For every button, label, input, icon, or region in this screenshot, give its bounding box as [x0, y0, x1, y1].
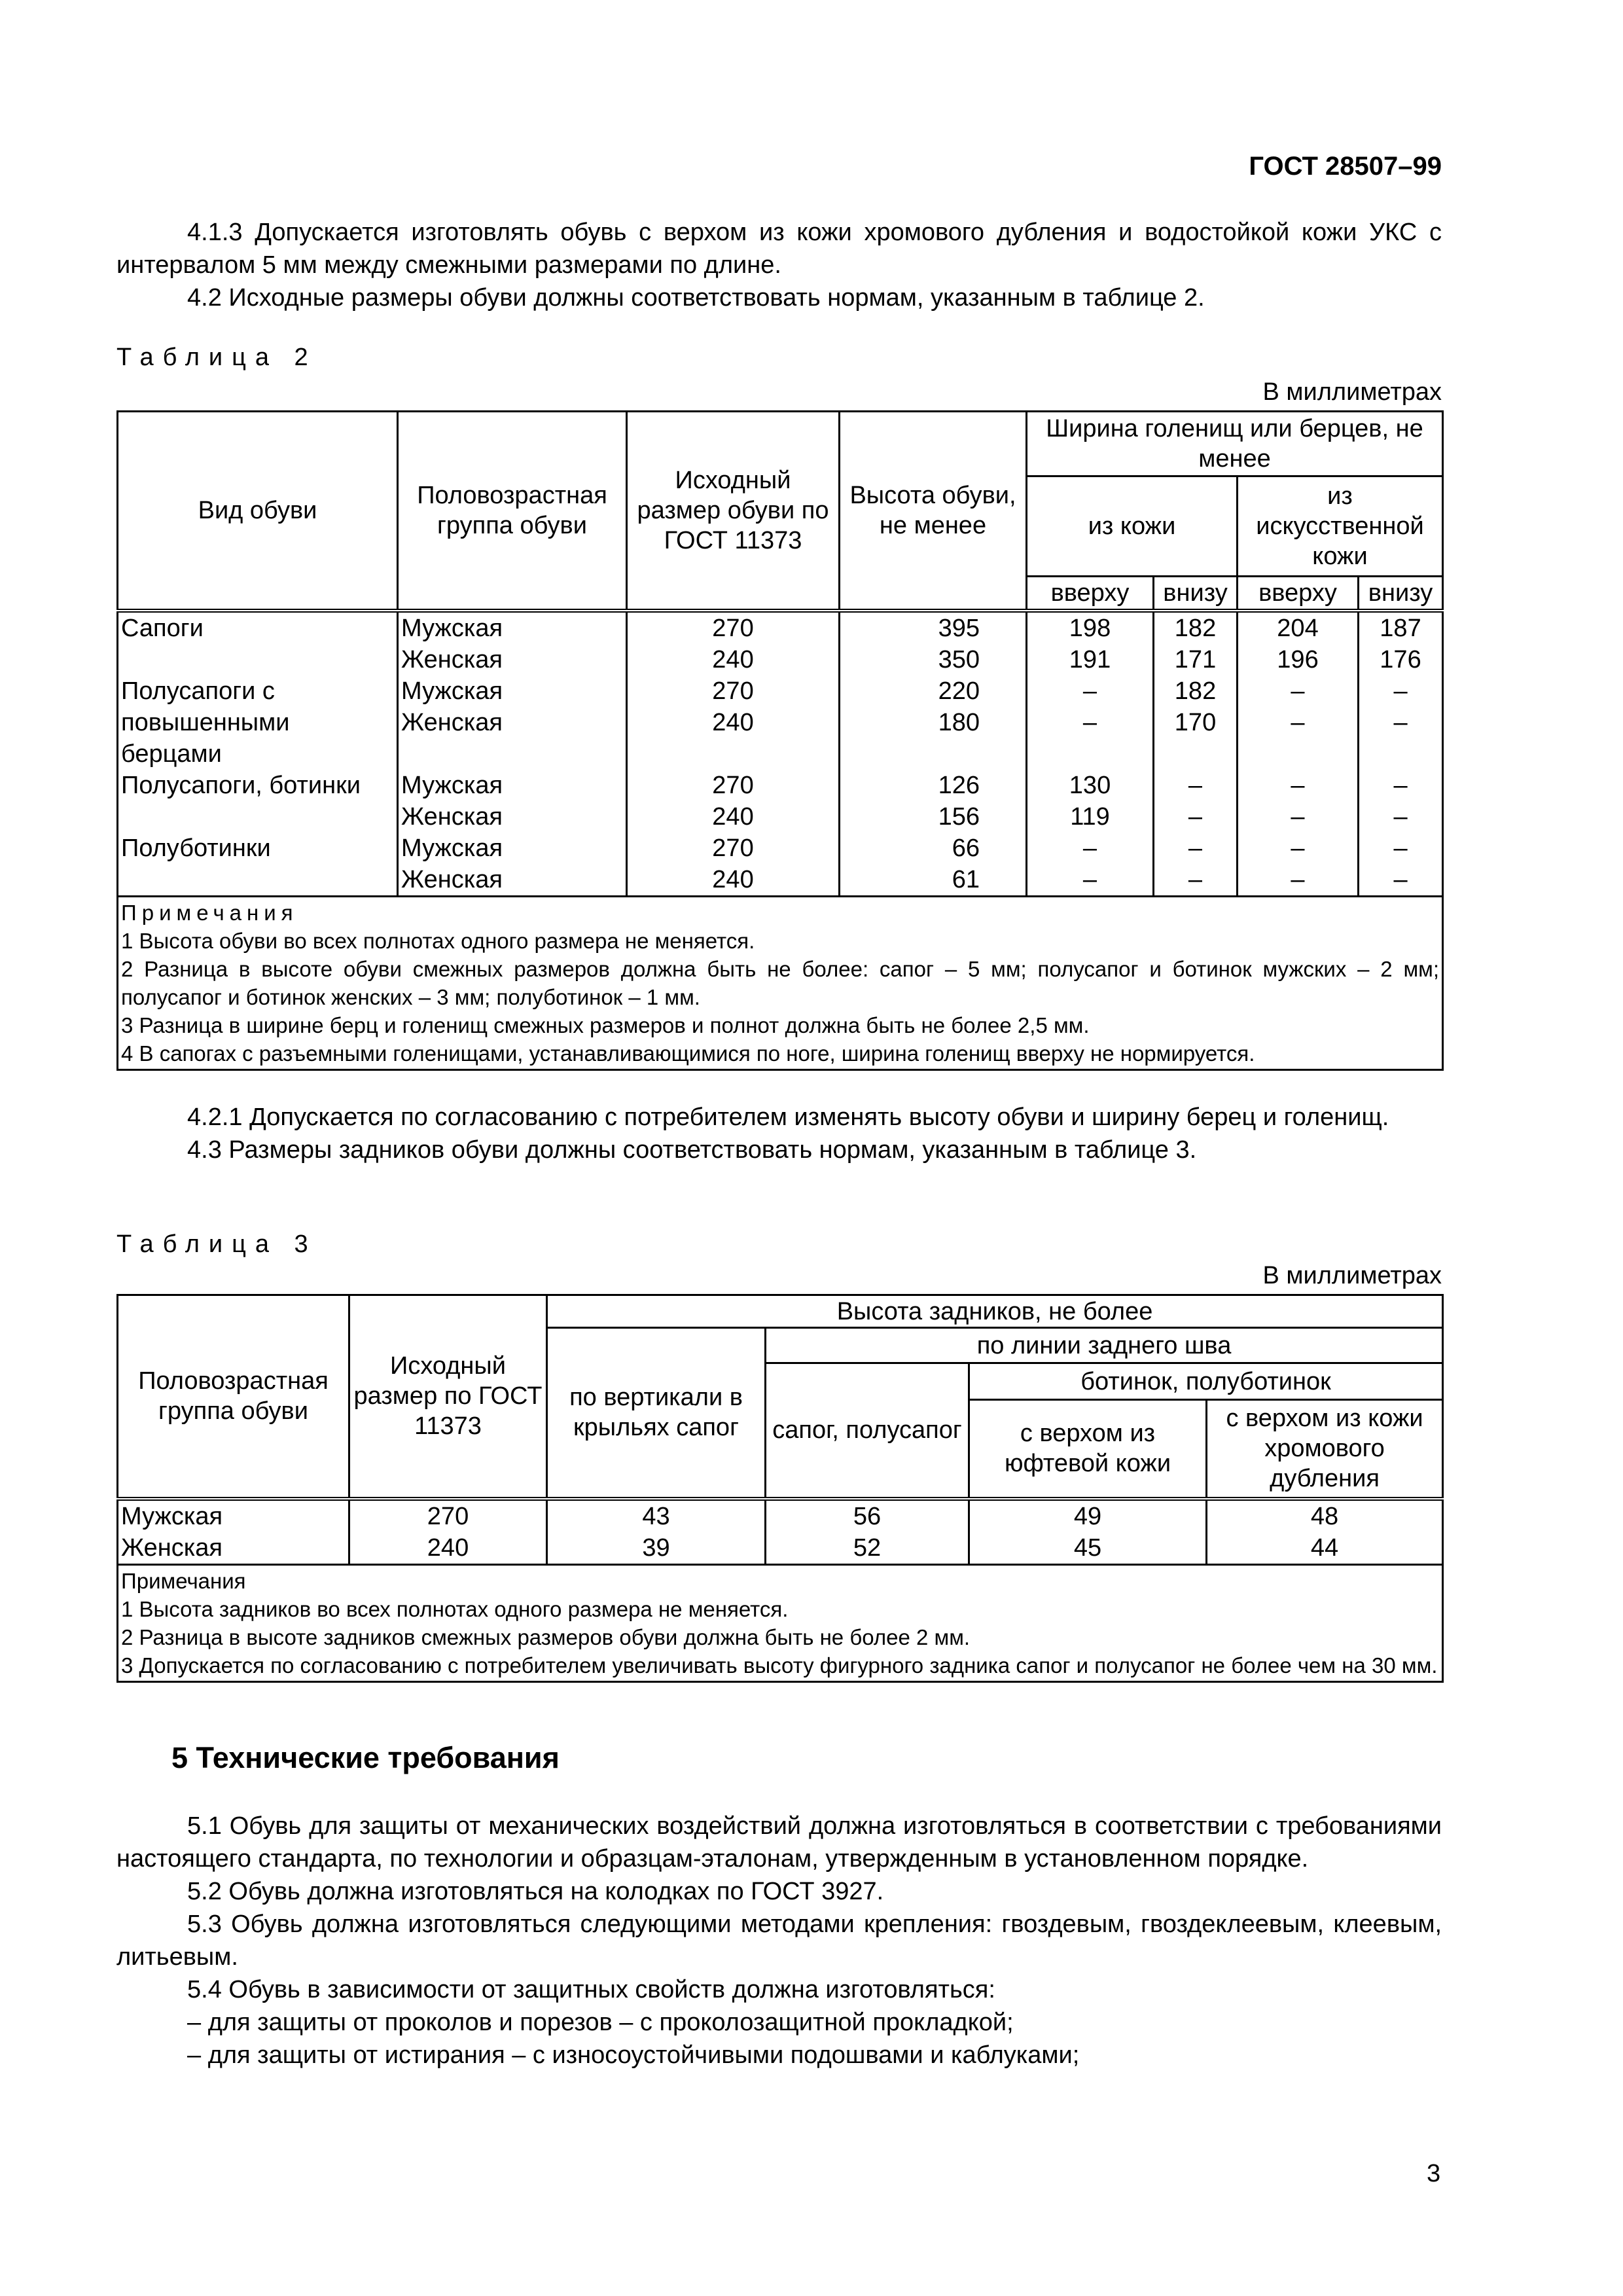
table2-unit: В миллиметрах — [1262, 378, 1442, 406]
cell-group: Мужская — [398, 675, 627, 707]
cell-height: 395 — [840, 611, 1027, 644]
cell-height: 350 — [840, 644, 1027, 675]
table-3 — [116, 1294, 1444, 1683]
table2-notes — [118, 896, 1443, 1069]
table-row — [118, 770, 1443, 801]
paragraph-5-1: 5.1 Обувь для защиты от механических воздействий должна изготовляться в соответствии с требованиями настоящего стандарта, по технологии и образцам-эталонам, утвержденным в установленном порядке. — [116, 1812, 1442, 1873]
cell-l-top: – — [1027, 833, 1154, 864]
cell-group: Мужская — [398, 611, 627, 644]
cell-height: 61 — [840, 864, 1027, 897]
note: 3 Допускается по согласованию с потребителем увеличивать высоту фигурного задника сапог и полусапог не более чем на 30 мм. — [121, 1653, 1438, 1677]
note: 2 Разница в высоте задников смежных размеров обуви должна быть не более 2 мм. — [121, 1624, 971, 1649]
cell-size: 240 — [627, 707, 840, 738]
cell-size: 270 — [627, 675, 840, 707]
cell-boots: 56 — [766, 1499, 969, 1532]
cell-boots: 52 — [766, 1532, 969, 1565]
header-vertical: по вертикали в крыльях сапог — [547, 1328, 766, 1499]
list-item: – для защиты от истирания – с износоустойчивыми подошвами и каблуками; — [187, 2041, 1080, 2069]
paragraph-4-2-1: 4.2.1 Допускается по согласованию с потребителем изменять высоту обуви и ширину берец и голенищ. — [187, 1103, 1389, 1131]
list-item: – для защиты от проколов и порезов – с проколозащитной прокладкой; — [187, 2009, 1014, 2036]
cell-l-bot: – — [1154, 770, 1238, 801]
header-artificial-bottom: внизу — [1359, 577, 1443, 611]
table-row — [118, 675, 1443, 707]
cell-group: Мужская — [398, 770, 627, 801]
header-height: Высота задников, не более — [547, 1295, 1443, 1328]
cell-a-top: – — [1238, 707, 1359, 738]
header-boots: сапог, полусапог — [766, 1363, 969, 1499]
note: 1 Высота обуви во всех полнотах одного размера не меняется. — [121, 928, 755, 953]
table2-caption: Таблица 2 — [116, 344, 317, 371]
cell-group: Женская — [398, 801, 627, 833]
cell-vertical: 43 — [547, 1499, 766, 1532]
cell-yuft: 49 — [969, 1499, 1207, 1532]
cell-chrome: 48 — [1207, 1499, 1443, 1532]
header-leather: из кожи — [1027, 476, 1238, 577]
cell-l-bot: – — [1154, 801, 1238, 833]
document-id: ГОСТ 28507–99 — [1249, 152, 1442, 181]
note: 1 Высота задников во всех полнотах одного размера не меняется. — [121, 1596, 789, 1621]
cell-size: 270 — [627, 611, 840, 644]
cell-a-top: – — [1238, 864, 1359, 897]
header-group: Половозрастная группа обуви — [398, 412, 627, 611]
cell-vid — [118, 864, 398, 897]
cell-height: 220 — [840, 675, 1027, 707]
cell-group: Женская — [118, 1532, 349, 1565]
note: 2 Разница в высоте обуви смежных размеров должна быть не более: сапог – 5 мм; полусапог и ботинок мужских – 2 мм; полусапог и ботинок женских – 3 мм; полуботинок – 1 мм. — [121, 956, 1440, 1009]
empty-cell — [1359, 738, 1443, 770]
cell-group: Мужская — [118, 1499, 349, 1532]
cell-vid: Сапоги — [118, 611, 398, 644]
cell-vid — [118, 801, 398, 833]
header-chrome: с верхом из кожи хромового дубления — [1207, 1400, 1443, 1499]
cell-a-bot: 176 — [1359, 644, 1443, 675]
cell-group: Женская — [398, 707, 627, 738]
cell-size: 240 — [627, 644, 840, 675]
section5-paragraphs — [0, 1810, 1442, 2072]
cell-size: 240 — [349, 1532, 547, 1565]
cell-a-top: – — [1238, 833, 1359, 864]
cell-size: 270 — [627, 770, 840, 801]
cell-size: 240 — [627, 801, 840, 833]
top-paragraphs — [0, 216, 1442, 314]
header-size: Исходный размер обуви по ГОСТ 11373 — [627, 412, 840, 611]
cell-height: 66 — [840, 833, 1027, 864]
cell-l-top: 198 — [1027, 611, 1154, 644]
table-row — [118, 864, 1443, 897]
table-row — [118, 1532, 1443, 1565]
paragraph-5-3: 5.3 Обувь должна изготовляться следующими методами крепления: гвоздевым, гвоздеклеевым, клеевым, литьевым. — [116, 1910, 1442, 1971]
cell-l-top: – — [1027, 707, 1154, 738]
empty-cell — [1154, 738, 1238, 770]
cell-a-top: – — [1238, 770, 1359, 801]
header-shoes: ботинок, полуботинок — [969, 1363, 1443, 1400]
empty-cell — [1027, 738, 1154, 770]
cell-size: 270 — [627, 833, 840, 864]
header-group: Половозрастная группа обуви — [118, 1295, 349, 1499]
cell-l-bot: 182 — [1154, 675, 1238, 707]
note: 4 В сапогах с разъемными голенищами, устанавливающимися по ноге, ширина голенищ вверху не нормируется. — [121, 1041, 1255, 1066]
cell-vid — [118, 644, 398, 675]
table3-unit: В миллиметрах — [1262, 1262, 1442, 1289]
cell-a-bot: – — [1359, 833, 1443, 864]
table-2 — [116, 410, 1444, 1071]
cell-a-bot: – — [1359, 770, 1443, 801]
cell-vertical: 39 — [547, 1532, 766, 1565]
cell-l-top: 191 — [1027, 644, 1154, 675]
mid-paragraphs — [0, 1101, 1389, 1166]
header-leather-bottom: внизу — [1154, 577, 1238, 611]
cell-a-top: – — [1238, 675, 1359, 707]
cell-height: 180 — [840, 707, 1027, 738]
paragraph-4-2: 4.2 Исходные размеры обуви должны соответствовать нормам, указанным в таблице 2. — [187, 284, 1205, 312]
cell-size: 240 — [627, 864, 840, 897]
empty-cell — [1238, 738, 1359, 770]
note: 3 Разница в ширине берц и голенищ смежных размеров и полнот должна быть не более 2,5 мм. — [121, 1013, 1090, 1037]
header-size: Исходный размер по ГОСТ 11373 — [349, 1295, 547, 1499]
header-artificial-top: вверху — [1238, 577, 1359, 611]
cell-a-top: – — [1238, 801, 1359, 833]
cell-vid: Полусапоги с повышенными берцами — [118, 675, 398, 770]
table-row — [118, 1499, 1443, 1532]
cell-size: 270 — [349, 1499, 547, 1532]
empty-cell — [627, 738, 840, 770]
table3-notes — [118, 1564, 1443, 1681]
cell-l-top: – — [1027, 675, 1154, 707]
cell-a-bot: – — [1359, 864, 1443, 897]
cell-a-bot: – — [1359, 707, 1443, 738]
header-leather-top: вверху — [1027, 577, 1154, 611]
cell-group: Женская — [398, 864, 627, 897]
cell-l-bot: 171 — [1154, 644, 1238, 675]
header-yuft: с верхом из юфтевой кожи — [969, 1400, 1207, 1499]
cell-l-bot: – — [1154, 864, 1238, 897]
paragraph-5-2: 5.2 Обувь должна изготовляться на колодках по ГОСТ 3927. — [187, 1878, 884, 1905]
cell-a-bot: – — [1359, 675, 1443, 707]
cell-l-bot: 170 — [1154, 707, 1238, 738]
cell-l-bot: – — [1154, 833, 1238, 864]
cell-a-top: 196 — [1238, 644, 1359, 675]
cell-l-bot: 182 — [1154, 611, 1238, 644]
cell-a-top: 204 — [1238, 611, 1359, 644]
empty-cell — [840, 738, 1027, 770]
cell-chrome: 44 — [1207, 1532, 1443, 1565]
cell-height: 156 — [840, 801, 1027, 833]
header-width: Ширина голенищ или берцев, не менее — [1027, 412, 1443, 476]
cell-a-bot: 187 — [1359, 611, 1443, 644]
notes-title: Примечания — [121, 1568, 246, 1593]
cell-l-top: – — [1027, 864, 1154, 897]
header-vid: Вид обуви — [118, 412, 398, 611]
header-height: Высота обуви, не менее — [840, 412, 1027, 611]
paragraph-4-3: 4.3 Размеры задников обуви должны соответствовать нормам, указанным в таблице 3. — [187, 1136, 1197, 1164]
cell-vid: Полусапоги, ботинки — [118, 770, 398, 801]
header-artificial: из искусственной кожи — [1238, 476, 1443, 577]
cell-vid: Полуботинки — [118, 833, 398, 864]
cell-a-bot: – — [1359, 801, 1443, 833]
table-row — [118, 801, 1443, 833]
table3-caption: Таблица 3 — [116, 1230, 317, 1258]
table-row — [118, 833, 1443, 864]
cell-l-top: 130 — [1027, 770, 1154, 801]
cell-group: Женская — [398, 644, 627, 675]
table-row — [118, 644, 1443, 675]
paragraph-5-4: 5.4 Обувь в зависимости от защитных свойств должна изготовляться: — [187, 1976, 995, 2003]
notes-title: Примечания — [121, 900, 298, 925]
cell-yuft: 45 — [969, 1532, 1207, 1565]
header-seam: по линии заднего шва — [766, 1328, 1443, 1363]
cell-l-top: 119 — [1027, 801, 1154, 833]
cell-height: 126 — [840, 770, 1027, 801]
section-heading: 5 Технические требования — [171, 1741, 560, 1774]
page-number: 3 — [1427, 2160, 1441, 2187]
empty-cell — [398, 738, 627, 770]
paragraph-4-1-3: 4.1.3 Допускается изготовлять обувь с верхом из кожи хромового дубления и водостойкой кожи УКС с интервалом 5 мм между смежными размерами по длине. — [116, 219, 1442, 279]
table-row — [118, 611, 1443, 644]
cell-group: Мужская — [398, 833, 627, 864]
